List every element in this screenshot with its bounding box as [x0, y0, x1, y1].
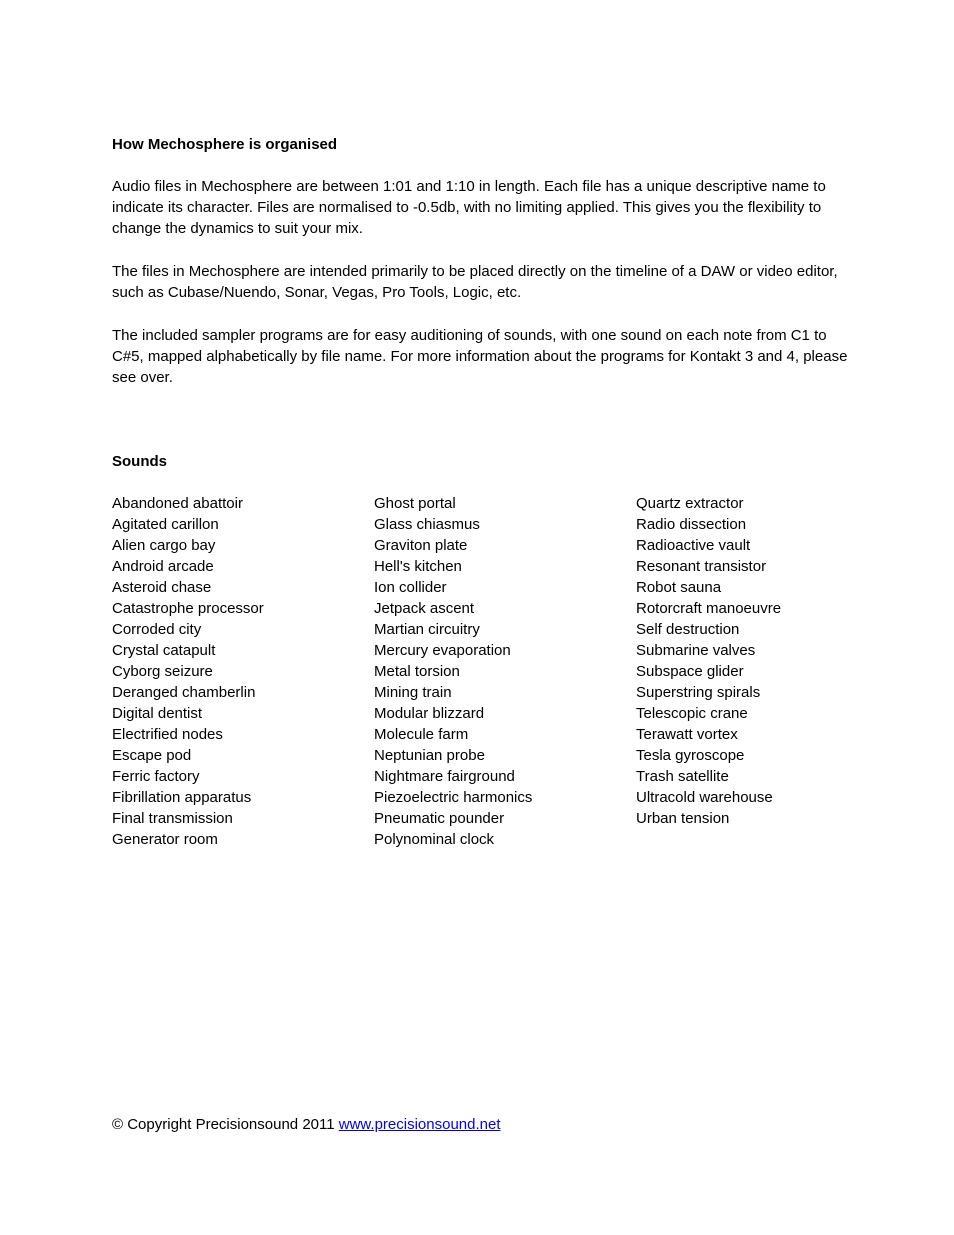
sound-item: Resonant transistor	[636, 558, 767, 575]
sound-item: Robot sauna	[636, 579, 722, 596]
sound-item: Submarine valves	[636, 642, 756, 659]
sound-item: Molecule farm	[374, 726, 469, 743]
sound-item: Ion collider	[374, 579, 447, 596]
footer	[112, 1114, 501, 1135]
sound-item: Nightmare fairground	[374, 768, 515, 785]
sound-item: Radioactive vault	[636, 537, 751, 554]
sound-item: Trash satellite	[636, 768, 729, 785]
sound-item: Pneumatic pounder	[374, 810, 505, 827]
sound-item: Glass chiasmus	[374, 516, 480, 533]
sound-item: Abandoned abattoir	[112, 495, 243, 512]
sound-item: Polynominal clock	[374, 831, 495, 848]
sound-item: Terawatt vortex	[636, 726, 738, 743]
sound-item: Mining train	[374, 684, 452, 701]
sound-item: Tesla gyroscope	[636, 747, 745, 764]
sound-item: Crystal catapult	[112, 642, 216, 659]
sound-item: Alien cargo bay	[112, 537, 216, 554]
sound-item: Self destruction	[636, 621, 740, 638]
sound-item: Metal torsion	[374, 663, 460, 680]
paragraph-daw-usage: The files in Mechosphere are intended primarily to be placed directly on the timeline of a DAW or video editor, such as Cubase/Nuendo, Sonar, Vegas, Pro Tools, Logic, etc.	[112, 263, 838, 301]
sound-item: Corroded city	[112, 621, 202, 638]
sound-item: Ferric factory	[112, 768, 200, 785]
sound-item: Graviton plate	[374, 537, 468, 554]
sound-item: Ghost portal	[374, 495, 456, 512]
sound-item: Hell's kitchen	[374, 558, 462, 575]
sound-item: Modular blizzard	[374, 705, 485, 722]
document-page	[112, 134, 852, 853]
sound-item: Telescopic crane	[636, 705, 748, 722]
sound-item: Fibrillation apparatus	[112, 789, 252, 806]
sound-item: Digital dentist	[112, 705, 203, 722]
sound-item: Final transmission	[112, 810, 233, 827]
sound-item: Urban tension	[636, 810, 730, 827]
sounds-column-1	[112, 493, 264, 850]
sound-item: Radio dissection	[636, 516, 747, 533]
website-link[interactable]: www.precisionsound.net	[338, 1116, 501, 1133]
sound-item: Ultracold warehouse	[636, 789, 773, 806]
sound-item: Mercury evaporation	[374, 642, 511, 659]
paragraph-sampler-programs: The included sampler programs are for easy auditioning of sounds, with one sound on each note from C1 to C#5, mapped alphabetically by file name. For more information about the programs for Kontakt 3 and 4, please see over.	[112, 327, 848, 386]
sound-item: Electrified nodes	[112, 726, 223, 743]
sound-item: Superstring spirals	[636, 684, 761, 701]
sounds-column-2	[374, 493, 532, 850]
sound-item: Quartz extractor	[636, 495, 744, 512]
sound-item: Asteroid chase	[112, 579, 212, 596]
sound-item: Escape pod	[112, 747, 192, 764]
sound-item: Neptunian probe	[374, 747, 485, 764]
sound-item: Catastrophe processor	[112, 600, 264, 617]
sounds-column-3	[636, 493, 781, 829]
section-heading-organisation: How Mechosphere is organised	[112, 136, 338, 153]
sound-item: Piezoelectric harmonics	[374, 789, 533, 806]
section-heading-sounds: Sounds	[112, 453, 167, 470]
sound-item: Jetpack ascent	[374, 600, 475, 617]
sound-item: Subspace glider	[636, 663, 744, 680]
sound-item: Cyborg seizure	[112, 663, 213, 680]
sound-item: Agitated carillon	[112, 516, 219, 533]
sounds-list	[112, 493, 852, 853]
sound-item: Deranged chamberlin	[112, 684, 256, 701]
sound-item: Rotorcraft manoeuvre	[636, 600, 782, 617]
paragraph-file-length: Audio files in Mechosphere are between 1:01 and 1:10 in length. Each file has a unique descriptive name to indicate its character. Files are normalised to -0.5db, with no limiting applied. This gives you the flexibility to change the dynamics to suit your mix.	[112, 178, 826, 237]
sound-item: Martian circuitry	[374, 621, 480, 638]
copyright-text: © Copyright Precisionsound 2011	[112, 1116, 335, 1133]
sound-item: Generator room	[112, 831, 218, 848]
sound-item: Android arcade	[112, 558, 214, 575]
